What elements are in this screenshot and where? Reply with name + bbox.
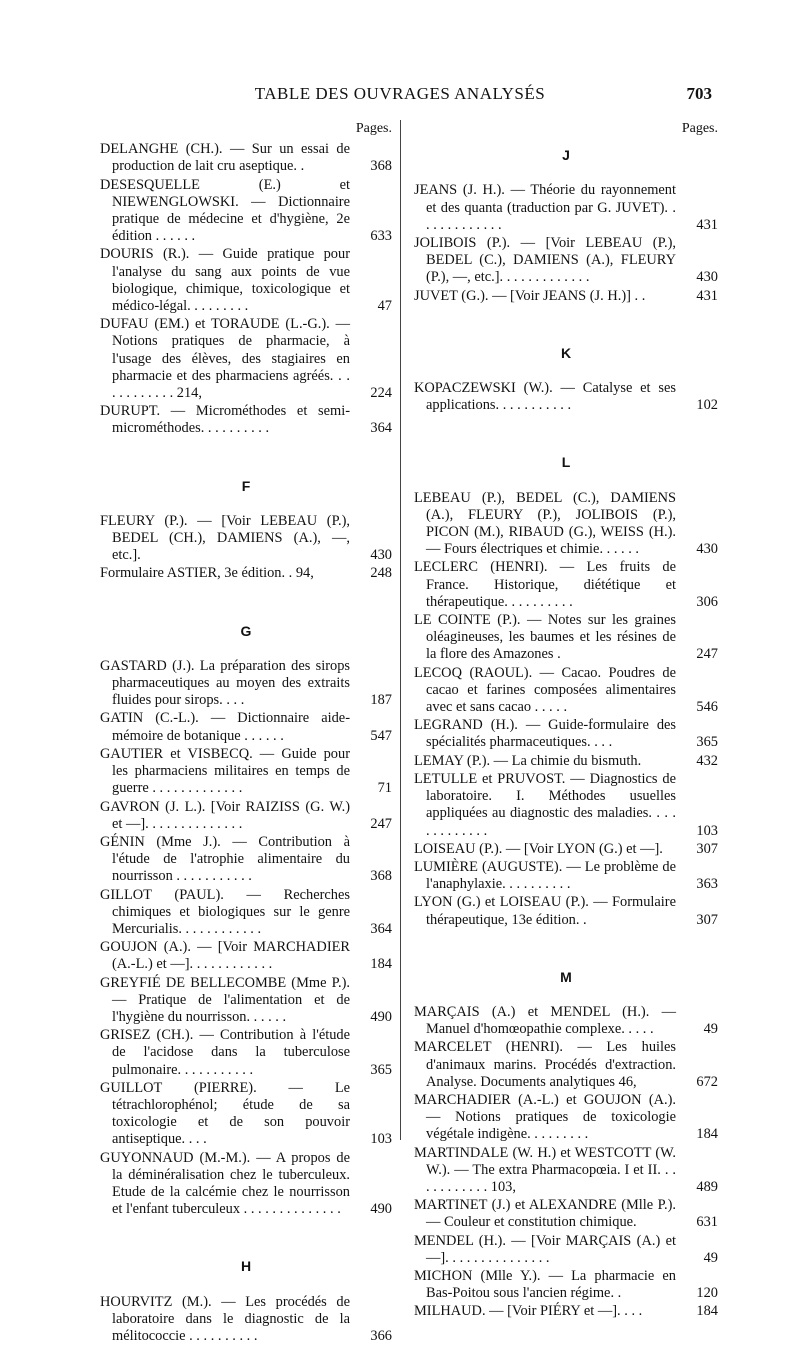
entry-pages: 247 — [696, 646, 718, 663]
index-entry — [414, 841, 718, 858]
entry-text: DURUPT. — Microméthodes et semi-microméthodes. . . . . . . . . . — [100, 403, 350, 437]
entry-pages: 490 — [370, 1008, 392, 1025]
entry-text: LEBEAU (P.), BEDEL (C.), DAMIENS (A.), FLEURY (P.), JOLIBOIS (P.), PICON (M.), RIBAUD (G.), WEISS (H.). — Fours électriques et chimie. . . . . . — [414, 489, 676, 558]
index-entry — [100, 1080, 392, 1149]
section-letter-h: H — [240, 1258, 252, 1275]
index-entry — [100, 246, 392, 315]
entry-text: GUYONNAUD (M.-M.). — A propos de la déminéralisation chez le tuberculeux. Etude de la calcémie chez le nourrisson et l'enfant tuberculeux . . . . . . . . . . . . . . — [100, 1149, 350, 1218]
entry-text: Formulaire ASTIER, 3e édition. . 94, — [100, 565, 314, 582]
index-entry — [414, 1197, 718, 1231]
entry-text: JUVET (G.). — [Voir JEANS (J. H.)] . . — [414, 287, 646, 304]
page-header — [0, 84, 800, 108]
index-entry — [100, 513, 392, 565]
entry-text: GAVRON (J. L.). [Voir RAIZISS (G. W.) et —]. . . . . . . . . . . . . . — [100, 798, 350, 832]
entry-text: MARTINDALE (W. H.) et WESTCOTT (W. W.). — The extra Pharmacopœia. I et II. . . . . . . . . . . . 103, — [414, 1144, 676, 1195]
entry-text: DOURIS (R.). — Guide pratique pour l'analyse du sang aux points de vue biologique, chimique, toxicologique et médico-légal. . . . . . . . . — [100, 246, 350, 315]
index-entry — [414, 612, 718, 664]
index-entry — [414, 894, 718, 928]
entries-l — [414, 490, 718, 929]
index-entry — [100, 177, 392, 246]
entry-text: GÉNIN (Mme J.). — Contribution à l'étude de l'atrophie alimentaire du nourrisson . . . . . . . . . . . — [100, 833, 350, 885]
entry-text: MARCELET (HENRI). — Les huiles d'animaux marins. Procédés d'extraction. Analyse. Documents analytiques 46, — [414, 1039, 676, 1090]
left-column — [100, 120, 392, 1346]
section-letter-j: J — [562, 147, 570, 164]
index-entry — [414, 1092, 718, 1144]
index-entry — [100, 658, 392, 710]
entry-text: JEANS (J. H.). — Théorie du rayonnement et des quanta (traduction par G. JUVET). . . . . . . . . . . . . — [414, 182, 676, 233]
pages-label: Pages. — [681, 121, 718, 136]
column-divider — [400, 120, 401, 1140]
index-entry — [414, 182, 718, 234]
index-entry — [100, 975, 392, 1027]
index-entry — [100, 1027, 392, 1079]
entry-text: HOURVITZ (M.). — Les procédés de laboratoire dans le diagnostic de la mélitococcie . . . . . . . . . . — [100, 1293, 350, 1344]
entry-text: MARTINET (J.) et ALEXANDRE (Mlle P.). — Couleur et constitution chimique. — [414, 1197, 676, 1231]
running-title: TABLE DES OUVRAGES ANALYSÉS — [254, 84, 546, 103]
entry-pages: 103 — [696, 822, 718, 839]
section-letter-g: G — [240, 622, 252, 639]
index-entry — [100, 141, 392, 175]
entry-text: LECOQ (RAOUL). — Cacao. Poudres de cacao et farines composées alimentaires avec et sans cacao . . . . . — [414, 664, 676, 716]
index-entry — [100, 746, 392, 798]
index-entry — [100, 1294, 392, 1346]
entry-pages: 102 — [696, 397, 718, 414]
entry-text: DUFAU (EM.) et TORAUDE (L.-G.). — Notions pratiques de pharmacie, à l'usage des élèves, des stagiaires en pharmacie et des pharmaciens agréés. . . . . . . . . . . . 214, — [100, 316, 350, 402]
section-letter-m: M — [560, 968, 572, 985]
index-entry — [414, 1004, 718, 1038]
entry-text: LYON (G.) et LOISEAU (P.). — Formulaire thérapeutique, 13e édition. . — [414, 894, 676, 928]
entry-pages: 430 — [696, 269, 718, 286]
index-entry — [414, 1303, 718, 1320]
index-entry — [414, 771, 718, 840]
entry-text: MICHON (Mlle Y.). — La pharmacie en Bas-Poitou sous l'ancien régime. . — [414, 1267, 676, 1302]
entry-pages: 364 — [370, 420, 392, 437]
index-entry — [100, 939, 392, 973]
index-entry — [414, 717, 718, 751]
entry-pages: 365 — [696, 734, 718, 751]
index-entry — [100, 710, 392, 744]
entries-j — [414, 182, 718, 304]
section-letter-k: K — [560, 344, 572, 361]
entries-m — [414, 1004, 718, 1321]
entry-text: GREYFIÉ DE BELLECOMBE (Mme P.). — Pratique de l'alimentation et de l'hygiène du nourrisson. . . . . . — [100, 974, 350, 1025]
entries-d — [100, 141, 392, 437]
index-entry — [100, 799, 392, 833]
entry-pages: 431 — [696, 216, 718, 233]
entries-f — [100, 513, 392, 583]
entry-pages: 364 — [370, 920, 392, 937]
index-entry — [414, 1145, 718, 1197]
entry-pages: 631 — [696, 1214, 718, 1231]
entry-pages: 431 — [696, 287, 718, 304]
index-entry — [414, 665, 718, 717]
entry-text: DELANGHE (CH.). — Sur un essai de production de lait cru aseptique. . — [100, 141, 350, 175]
entry-pages: 71 — [377, 780, 392, 797]
page-number: 703 — [686, 84, 712, 103]
entry-pages: 306 — [696, 593, 718, 610]
entry-pages: 103 — [370, 1131, 392, 1148]
entry-text: FLEURY (P.). — [Voir LEBEAU (P.), BEDEL (CH.), DAMIENS (A.), —, etc.]. — [100, 512, 350, 564]
entry-pages: 368 — [370, 158, 392, 175]
entry-text: GRISEZ (CH.). — Contribution à l'étude de l'acidose dans la tuberculose pulmonaire. . . . . . . . . . . — [100, 1027, 350, 1078]
entry-text: LE COINTE (P.). — Notes sur les graines oléagineuses, les baumes et les résines de la flore des Amazones . — [414, 612, 676, 663]
entry-pages: 672 — [696, 1073, 718, 1090]
index-entry — [100, 1150, 392, 1219]
entries-g — [100, 658, 392, 1219]
entry-text: GASTARD (J.). La préparation des sirops pharmaceutiques au moyen des extraits fluides pour sirops. . . . — [100, 657, 350, 709]
entries-h — [100, 1294, 392, 1346]
entry-pages: 366 — [370, 1327, 392, 1344]
index-entry — [414, 859, 718, 893]
index-entry — [414, 1039, 718, 1091]
entry-pages: 47 — [377, 298, 392, 315]
entry-pages: 49 — [703, 1021, 718, 1038]
index-entry — [414, 235, 718, 287]
entry-text: MILHAUD. — [Voir PIÉRY et —]. . . . — [414, 1303, 643, 1320]
entry-pages: 184 — [696, 1303, 718, 1320]
pages-label: Pages. — [355, 121, 392, 136]
entry-text: LEGRAND (H.). — Guide-formulaire des spécialités pharmaceutiques. . . . — [414, 717, 676, 751]
entry-text: LECLERC (HENRI). — Les fruits de France. Historique, diététique et thérapeutique. . . . . . . . . . — [414, 559, 676, 610]
entry-pages: 307 — [696, 911, 718, 928]
right-column — [414, 120, 718, 1322]
section-letter-f: F — [241, 477, 251, 494]
section-letter-l: L — [561, 454, 571, 471]
index-entry — [414, 1268, 718, 1302]
index-entry — [414, 1233, 718, 1267]
entry-pages: 363 — [696, 876, 718, 893]
entry-text: GILLOT (PAUL). — Recherches chimiques et biologiques sur le genre Mercurialis. . . . . . . . . . . . — [100, 886, 350, 937]
entry-pages: 247 — [370, 815, 392, 832]
index-entry — [100, 565, 392, 582]
entry-pages: 307 — [696, 840, 718, 857]
entry-pages: 184 — [696, 1126, 718, 1143]
entry-text: LUMIÈRE (AUGUSTE). — Le problème de l'anaphylaxie. . . . . . . . . . — [414, 858, 676, 893]
entry-pages: 368 — [370, 868, 392, 885]
entry-text: MENDEL (H.). — [Voir MARÇAIS (A.) et —]. . . . . . . . . . . . . . . — [414, 1232, 676, 1266]
entry-pages: 430 — [370, 547, 392, 564]
entry-text: MARÇAIS (A.) et MENDEL (H.). — Manuel d'homœopathie complexe. . . . . — [414, 1003, 676, 1038]
entry-pages: 184 — [370, 956, 392, 973]
index-entry — [414, 288, 718, 305]
entry-pages: 633 — [370, 228, 392, 245]
entry-pages: 547 — [370, 727, 392, 744]
entry-text: JOLIBOIS (P.). — [Voir LEBEAU (P.), BEDEL (C.), DAMIENS (A.), FLEURY (P.), —, etc.]. . . . . . . . . . . . . — [414, 235, 676, 286]
index-entry — [414, 559, 718, 611]
entry-pages: 430 — [696, 541, 718, 558]
entry-pages: 365 — [370, 1061, 392, 1078]
entry-text: LETULLE et PRUVOST. — Diagnostics de laboratoire. I. Méthodes usuelles appliquées au diagnostic des maladies. . . . . . . . . . . . . — [414, 770, 676, 839]
index-entry — [100, 316, 392, 402]
entry-pages: 224 — [370, 385, 392, 402]
entry-pages: 432 — [696, 752, 718, 769]
entries-k — [414, 380, 718, 414]
entry-text: GAUTIER et VISBECQ. — Guide pour les pharmaciens militaires en temps de guerre . . . . . . . . . . . . . — [100, 745, 350, 797]
entry-text: LOISEAU (P.). — [Voir LYON (G.) et —]. — [414, 840, 663, 857]
entry-pages: 187 — [370, 692, 392, 709]
entry-pages: 490 — [370, 1201, 392, 1218]
index-entry — [100, 887, 392, 939]
entry-text: MARCHADIER (A.-L.) et GOUJON (A.). — Notions pratiques de toxicologie végétale indigène. . . . . . . . . — [414, 1091, 676, 1143]
entry-text: GATIN (C.-L.). — Dictionnaire aide-mémoire de botanique . . . . . . — [100, 710, 350, 744]
entry-text: DESESQUELLE (E.) et NIEWENGLOWSKI. — Dictionnaire pratique de médecine et d'hygiène, 2e édition . . . . . . — [100, 176, 350, 245]
entry-text: GOUJON (A.). — [Voir MARCHADIER (A.-L.) et —]. . . . . . . . . . . . — [100, 939, 350, 973]
entry-pages: 120 — [696, 1285, 718, 1302]
entry-text: LEMAY (P.). — La chimie du bismuth. — [414, 752, 642, 769]
index-entry — [414, 753, 718, 770]
index-entry — [414, 490, 718, 559]
entry-pages: 546 — [696, 699, 718, 716]
index-entry — [414, 380, 718, 414]
entry-pages: 248 — [370, 565, 392, 582]
entry-text: GUILLOT (PIERRE). — Le tétrachlorophénol; étude de sa toxicologie et de son pouvoir antiseptique. . . . — [100, 1079, 350, 1148]
entry-pages: 49 — [703, 1249, 718, 1266]
index-entry — [100, 403, 392, 437]
entry-pages: 489 — [696, 1178, 718, 1195]
index-entry — [100, 834, 392, 886]
entry-text: KOPACZEWSKI (W.). — Catalyse et ses applications. . . . . . . . . . . — [414, 380, 676, 414]
